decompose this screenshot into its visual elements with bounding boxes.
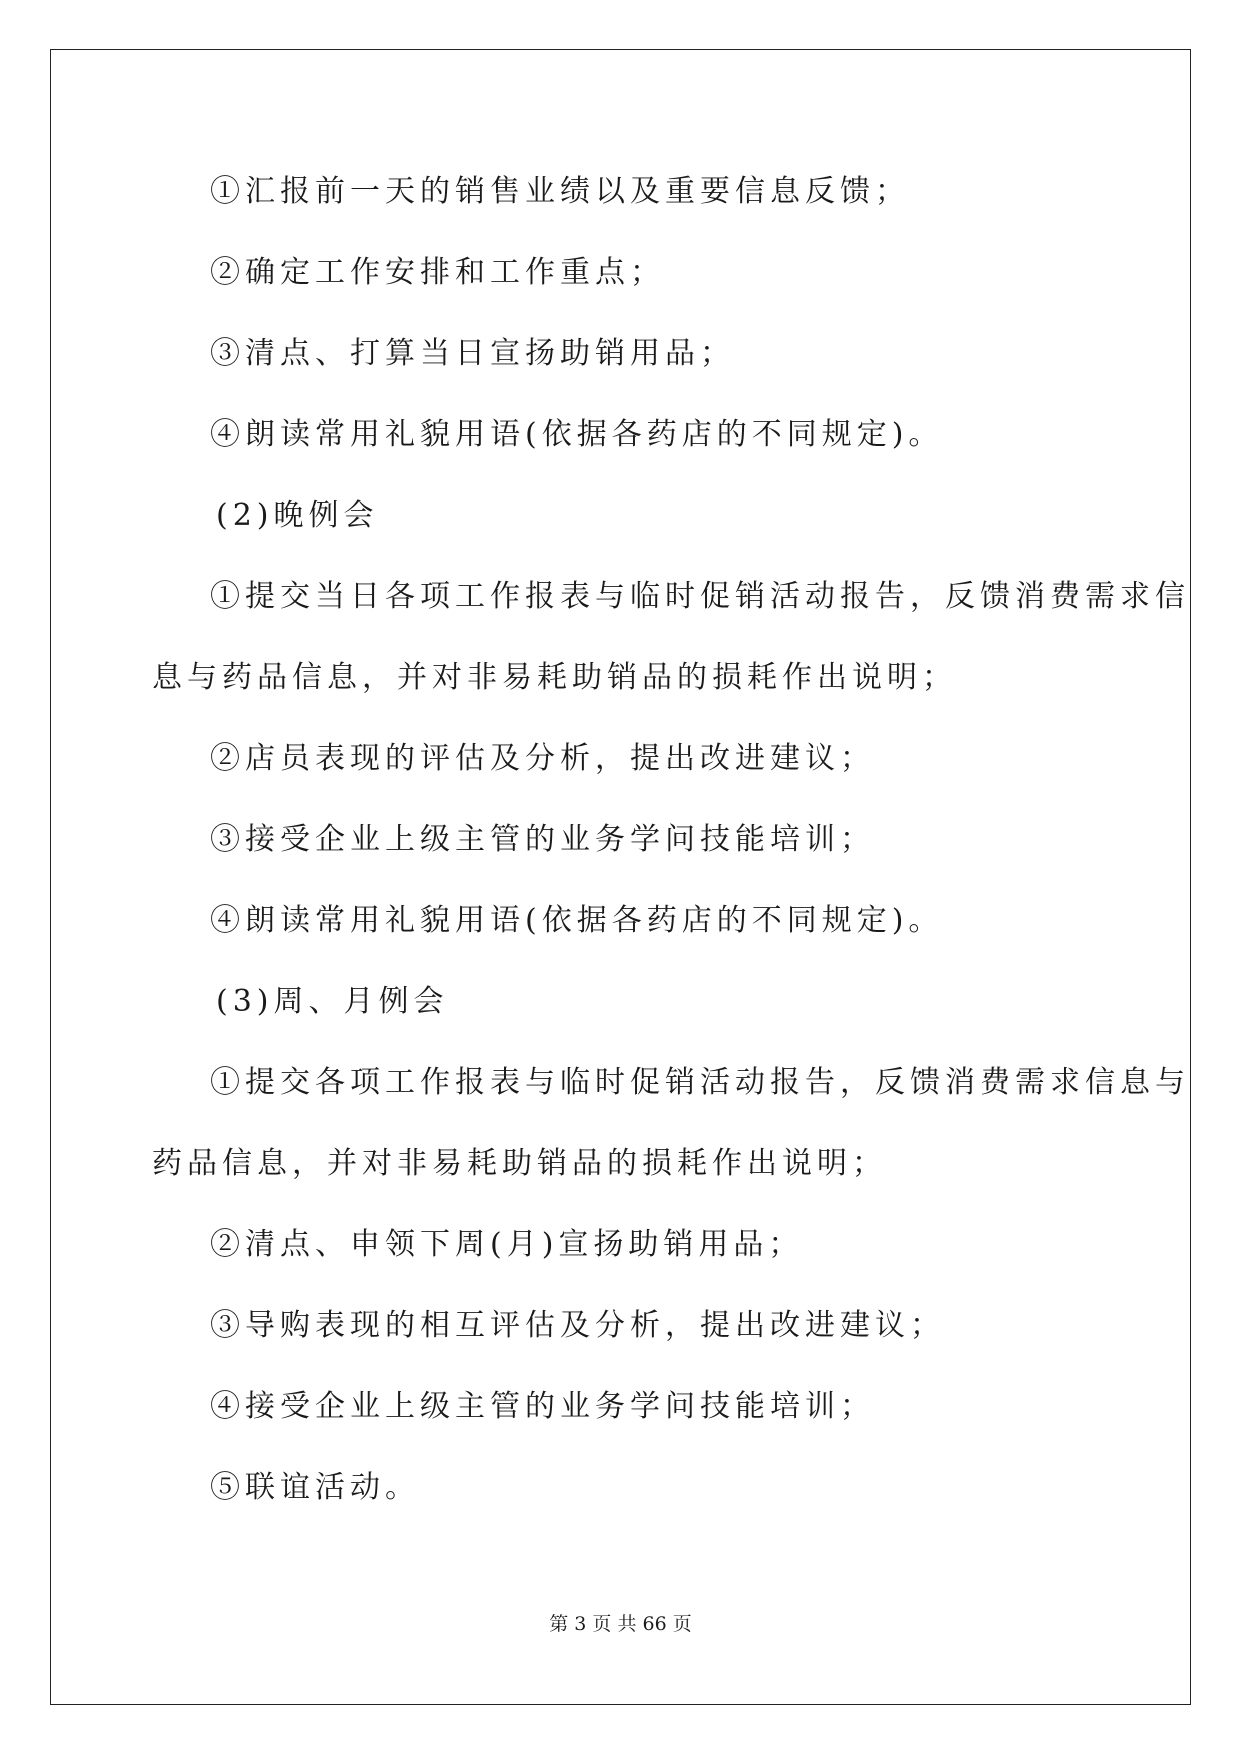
- paragraph-line: ④接受企业上级主管的业务学问技能培训；: [210, 1389, 875, 1424]
- paragraph-line: ①提交各项工作报表与临时促销活动报告，反馈消费需求信息与: [210, 1065, 1190, 1100]
- section-heading: (2)晚例会: [216, 498, 379, 533]
- paragraph-line: ②店员表现的评估及分析，提出改进建议；: [210, 741, 875, 776]
- paragraph-line: ①提交当日各项工作报表与临时促销活动报告，反馈消费需求信: [210, 579, 1190, 614]
- section-heading: (3)周、月例会: [216, 984, 449, 1019]
- paragraph-line: ⑤联谊活动。: [210, 1470, 420, 1505]
- paragraph-line: ③清点、打算当日宣扬助销用品；: [210, 336, 735, 371]
- paragraph-line: ②清点、申领下周(月)宣扬助销用品；: [210, 1227, 804, 1262]
- paragraph-line: 药品信息，并对非易耗助销品的损耗作出说明；: [152, 1146, 887, 1181]
- paragraph-line: ②确定工作安排和工作重点；: [210, 255, 665, 290]
- paragraph-line: ③导购表现的相互评估及分析，提出改进建议；: [210, 1308, 945, 1343]
- paragraph-line: ③接受企业上级主管的业务学问技能培训；: [210, 822, 875, 857]
- paragraph-line: ①汇报前一天的销售业绩以及重要信息反馈；: [210, 174, 910, 209]
- paragraph-line: 息与药品信息，并对非易耗助销品的损耗作出说明；: [152, 660, 957, 695]
- page-number-footer: 第 3 页 共 66 页: [549, 1613, 692, 1635]
- paragraph-line: ④朗读常用礼貌用语(依据各药店的不同规定)。: [210, 417, 944, 452]
- page-border: [50, 49, 1191, 1705]
- paragraph-line: ④朗读常用礼貌用语(依据各药店的不同规定)。: [210, 903, 944, 938]
